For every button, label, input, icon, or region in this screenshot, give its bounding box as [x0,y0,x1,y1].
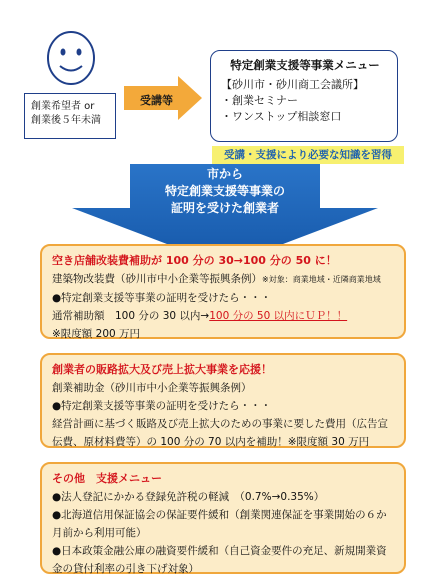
panel2-body-1: 経営計画に基づく販路及び売上拡大のための事業に要した費用（広告宣 [52,418,388,430]
panel3-line-1: ●法人登記にかかる登録免許税の軽減 （0.7%→0.35%） [52,491,325,503]
renovation-subsidy-panel [40,244,406,339]
panel1-subtitle-note: ※対象：商業地域・近隣商業地域 [262,275,381,284]
applicant-line-2: 創業後５年未満 [31,115,101,126]
menu-title: 特定創業支援等事業メニュー [230,58,380,72]
knowledge-highlight: 受講・支援により必要な知識を習得 [212,146,404,164]
arrow-label: 受講等 [140,94,173,107]
panel2-subtitle: 創業補助金（砂川市中小企業等振興条例） [52,382,252,394]
panel3-line-3: 月前から利用可能） [52,527,147,539]
panel3-line-2: ●北海道信用保証協会の保証要件緩和（創業関連保証を事業開始の６か [52,509,387,521]
panel1-rate-row [52,307,396,325]
panel1-subtitle-row [52,270,396,289]
sales-expansion-panel [40,353,406,448]
panel3-line-4: ●日本政策金融公庫の融資要件緩和（自己資金要件の充足、新規開業資 [52,545,387,557]
menu-item-seminar: ・創業セミナー [221,94,298,107]
panel3-title: その他 支援メニュー [52,472,162,485]
menu-organization: 【砂川市・砂川商工会議所】 [221,78,364,91]
panel1-rate-prefix: 通常補助額 100 分の 30 以内→ [52,310,210,322]
panel1-subtitle: 建築物改装費（砂川市中小企業等振興条例） [52,273,262,285]
support-menu-box [210,50,398,142]
panel1-bullet: ●特定創業支援等事業の証明を受けたら・・・ [52,292,272,304]
panel2-body-2: 伝費、原材料費等）の 100 分の 70 以内を補助！※限度額 30 万円 [52,436,370,448]
arrow-text-line-2: 特定創業支援等事業の [164,184,285,198]
panel3-line-5: 金の貸付利率の引き下げ対象） [52,563,199,575]
other-support-panel [40,462,406,574]
menu-item-consultation: ・ワンストップ相談窓口 [221,110,342,123]
panel1-limit: ※限度額 200 万円 [52,328,141,340]
applicant-line-1: 創業希望者 or [31,101,95,112]
panel2-title: 創業者の販路拡大及び売上拡大事業を応援！ [52,363,272,376]
panel1-rate-highlight: 100 分の 50 以内にＵＰ！！ [209,310,348,322]
panel1-title: 空き店舗改装費補助が 100 分の 30→100 分の 50 に！ [52,254,337,267]
arrow-text-line-1: 市から [206,167,243,181]
smiley-face-icon [46,30,96,86]
arrow-text-line-3: 証明を受けた創業者 [170,201,279,215]
panel2-bullet: ●特定創業支援等事業の証明を受けたら・・・ [52,400,272,412]
applicant-box [24,93,116,139]
